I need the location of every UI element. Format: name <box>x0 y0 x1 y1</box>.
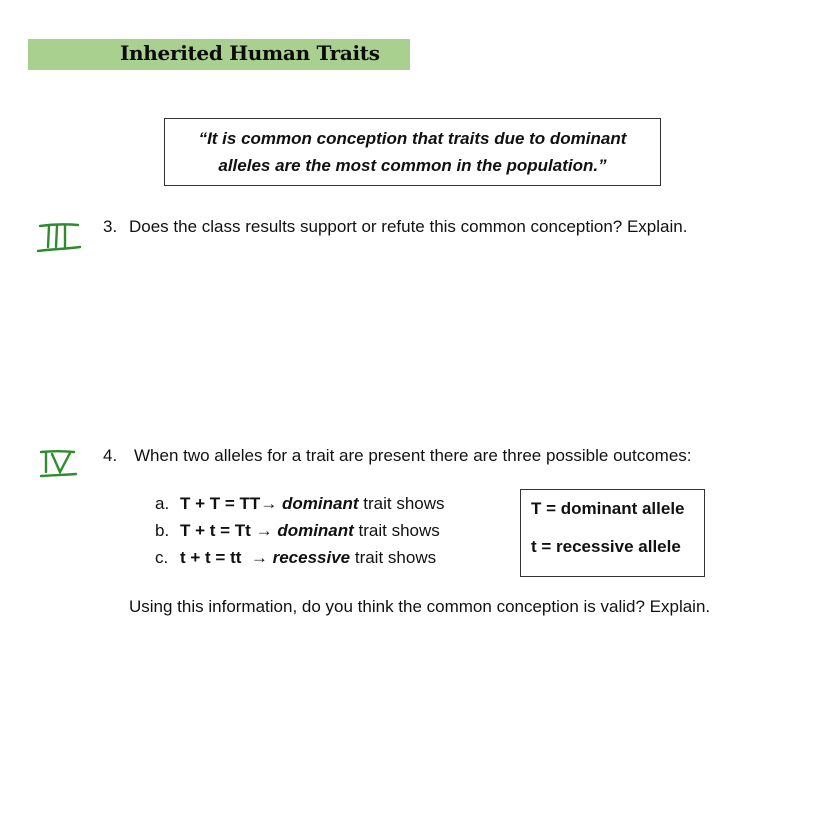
outcome-letter: b. <box>155 521 170 540</box>
outcome-equation: T + T = TT <box>180 494 261 513</box>
outcome-c <box>155 544 445 571</box>
outcome-rest: trait shows <box>350 548 437 567</box>
question-4-number: 4. <box>103 446 118 465</box>
outcome-rest: trait shows <box>358 494 445 513</box>
question-3-text: Does the class results support or refute this common conception? Explain. <box>129 217 688 236</box>
arrow-icon: → <box>260 494 278 513</box>
outcome-equation: t + t = tt <box>180 548 242 567</box>
quote-line-2: alleles are the most common in the population.” <box>218 156 607 175</box>
arrow-icon: → <box>241 548 268 567</box>
margin-mark-iii <box>36 220 84 254</box>
outcome-letter: a. <box>155 494 170 513</box>
quote-box <box>164 118 661 186</box>
key-dominant: T = dominant allele <box>531 499 685 518</box>
quote-line-1: “It is common conception that traits due to dominant <box>198 129 627 148</box>
allele-key-box <box>520 489 705 577</box>
margin-mark-iv <box>38 448 80 480</box>
follow-up-question: Using this information, do you think the common conception is valid? Explain. <box>129 597 711 616</box>
outcome-a <box>155 490 445 517</box>
arrow-icon: → <box>250 521 273 540</box>
outcome-keyword: dominant <box>282 494 359 513</box>
outcome-b <box>155 517 445 544</box>
outcome-keyword: recessive <box>272 548 351 567</box>
outcome-letter: c. <box>155 548 169 567</box>
question-3-number: 3. <box>103 217 118 236</box>
outcomes-list <box>155 490 445 571</box>
outcome-equation: T + t = Tt <box>180 521 251 540</box>
page-title: Inherited Human Traits <box>120 41 380 65</box>
outcome-rest: trait shows <box>353 521 440 540</box>
outcome-keyword: dominant <box>277 521 354 540</box>
question-4-text: When two alleles for a trait are present there are three possible outcomes: <box>134 446 692 465</box>
key-recessive: t = recessive allele <box>531 537 681 556</box>
